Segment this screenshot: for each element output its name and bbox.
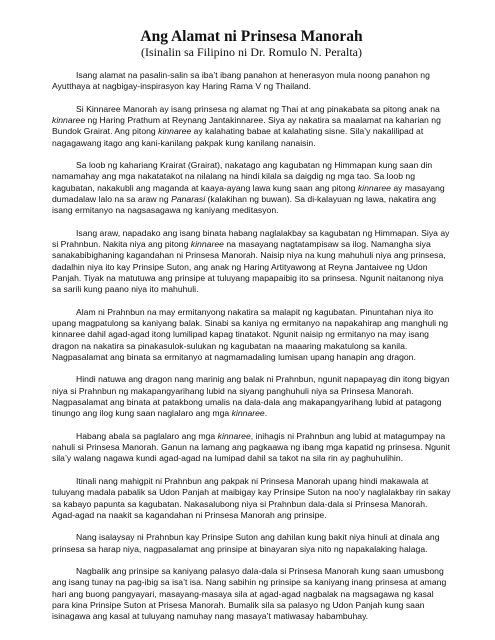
paragraph xyxy=(52,160,451,216)
paragraph xyxy=(52,307,451,363)
text-run: ng Haring Prathum at Reynang Jantakinnaree. Siya ay nakatira sa maalamat na kaharian ng Bundok Grairat. Ang pitong xyxy=(52,115,441,137)
document-body xyxy=(52,70,451,623)
paragraph xyxy=(52,431,451,465)
paragraph xyxy=(52,476,451,521)
text-run: Sa loob ng kahariang Krairat (Grairat), nakatago ang kagubatan ng Himmapan kung saan din namamahay ang mga nakatatakot na nilalang na hindi kilala sa daigdig ng mga tao. Sa loob ng kagubatan, nakakubli ang maganda at kaaya-ayang lawa kung saan ang pitong xyxy=(52,160,433,193)
text-run: , inihagis ni Prahnbun ang lubid at matagumpay na nahuli si Prinsesa Manorah. Ganun na lamang ang pagkaawa ng ibang mga kapatid ng prinsesa. Ngunit sila’y walang nagawa kundi agad-agad na lumipad dahil sa takot na sila rin ay paghuhulihin. xyxy=(52,430,450,464)
paragraph xyxy=(52,104,451,149)
text-run: na masayang nagtatampisaw sa ilog. Namangha siya sanakabibighaning kagandahan ni Prinsesa Manorah. Naisip niya na kung mahuhuli niya ang prinsesa, dadalhin niya ito kay Prinsipe Suton, ang anak ng Haring Artityawong at Reyna Jantaivee ng Udon Panjah. Tiyak na matutuwa ang prinsipe at tuluyang mapapaibig ito sa prinsesa. Ngunit naitanong niya sa sarili kung paano niya ito mahuhuli. xyxy=(52,239,446,295)
text-run: Isang araw, napadako ang isang binata habang naglalakbay sa kagubatan ng Himmapan. Siya ay si Prahnbun. Nakita niya ang pitong xyxy=(52,227,450,250)
paragraph xyxy=(52,70,451,93)
italic-term: kinnaree xyxy=(158,126,192,137)
paragraph xyxy=(52,228,451,296)
document-subtitle: (Isinalin sa Filipino ni Dr. Romulo N. Peralta) xyxy=(141,45,362,59)
paragraph xyxy=(52,374,451,419)
text-run: Isang alamat na pasalin-salin sa iba’t ibang panahon at henerasyon mula noong panahon ng Ayutthaya at nagbigay-inspirasyon kay Haring Rama V ng Thailand. xyxy=(52,70,430,92)
italic-term: kinnaree xyxy=(217,430,251,441)
text-run: Nagbalik ang prinsipe sa kaniyang palasyo dala-dala si Prinsesa Manorah kung saan umusbong ang isang tunay na pag-ibig sa isa’t isa. Nang sabihin ng prinsipe sa kaniyang inang prinsesa at amang hari ang buong pangyayari, masayang-masaya sila at agad-agad nagbalak na magsagawa ng kasal para kina Prinsipe Suton at Prisesa Manorah. Bumalik sila sa palasyo ng Udon Panjah kung saan isinagawa ang kasal at tuluyang namuhay nang masaya’t matiwasay habambuhay. xyxy=(52,566,447,622)
text-run: (kalakihan ng buwan). Sa di-kalayuan ng lawa, nakatira ang isang ermitanyo na nagsasagawa ng kaniyang meditasyon. xyxy=(52,194,437,216)
text-run: ay kalahating babae at kalahating sisne. Sila’y nakalilipad at nagagawang itago ang kani-kanilang pakpak kung kanilang nanaisin. xyxy=(52,126,424,148)
document-title: Ang Alamat ni Prinsesa Manorah xyxy=(140,28,363,45)
text-run: Si Kinnaree Manorah ay isang prinsesa ng alamat ng Thai at ang pinakabata sa pitong anak na xyxy=(76,103,440,114)
italic-term: kinnaree xyxy=(357,182,391,193)
italic-term: kinnaree xyxy=(231,408,265,419)
paragraph xyxy=(52,532,451,555)
paragraph xyxy=(52,566,451,622)
text-run: ay masayang dumadalaw lalo na sa araw ng xyxy=(52,182,445,205)
text-run: Habang abala sa paglalaro ang mga xyxy=(76,430,218,441)
text-run: . xyxy=(264,408,268,419)
italic-term: kinnaree xyxy=(190,239,224,250)
text-run: Nang isalaysay ni Prahnbun kay Prinsipe Suton ang dahilan kung bakit niya hinuli at dinala ang prinsesa sa harap niya, nagpasalamat ang prinsipe at binayaran siya nito ng napakalaking halaga. xyxy=(52,532,440,554)
text-run: Itinali nang mahigpit ni Prahnbun ang pakpak ni Prinsesa Manorah upang hindi makawala at tuluyang madala pabalik sa Udon Panjah at maibigay kay Prinsipe Suton na noo’y naglalakbay rin sakay sa kabayo papunta sa kagubatan. Nakasalubong niya si Prahnbun dala-dala si Prinsesa Manorah. Agad-agad na naakit sa kagandahan ni Prinsesa Manorah ang prinsipe. xyxy=(52,475,451,520)
text-run: Alam ni Prahnbun na may ermitanyong nakatira sa malapit ng kagubatan. Pinuntahan niya ito upang magpatulong sa kaniyang balak. Sinabi sa kaniya ng ermitanyo na napakahirap ang manghuli ng kinnaree dahil agad-agad itong lumilipad kapag tinatakot. Ngunit naisip ng ermitanyo na may isang dragon na nakatira sa pinakasulok-sulukan ng kagubatan na maaaring makatulong sa kanila. Nagpasalamat ang binata sa ermitanyo at nagmamadaling lumisan upang hanapin ang dragon. xyxy=(52,306,449,362)
text-run: Hindi natuwa ang dragon nang marinig ang balak ni Prahnbun, ngunit napapayag din itong bigyan niya si Prahnbun ng makapangyarihang lubid na siyang panghuhuli niya sa Prinsesa Manorah. Nagpasalamat ang binata at patakbong umalis na dala-dala ang makapangyarihang lubid at patagong tinungo ang ilog kung saan naglalaro ang mga xyxy=(52,374,450,419)
italic-term: Panarasi xyxy=(171,194,206,205)
italic-term: kinnaree xyxy=(52,115,86,126)
